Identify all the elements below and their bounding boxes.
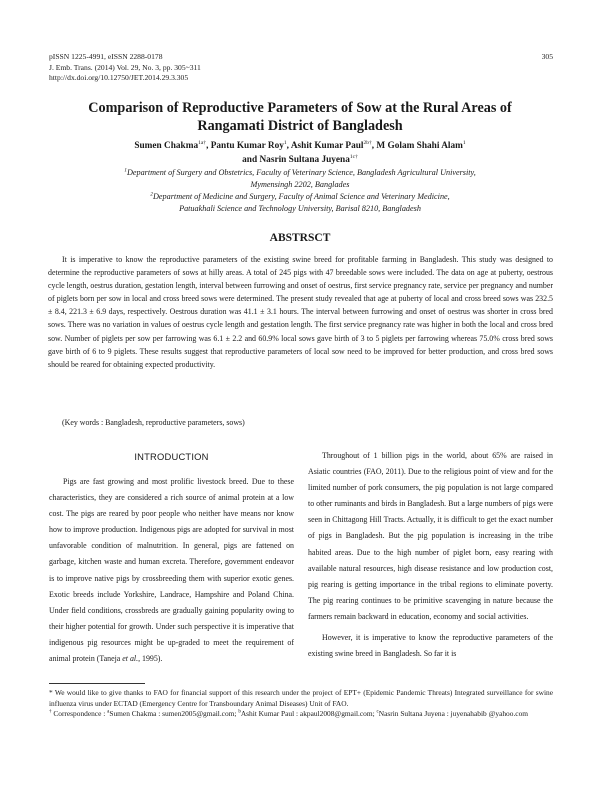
affiliation-2-line-1 [40,191,560,203]
paragraph-text: , 1995). [138,654,163,664]
author-line-1: Sumen Chakma$^{1a\dagger}$, Pantu Kumar Roy$^1$, Ashit Kumar Paul$^{2b\dagger}$, M Golam Shahi Alam$^1$ [134,139,466,151]
doi-link[interactable]: http://dx.doi.org/10.12750/JET.2014.29.3.305 [49,73,189,82]
author-name: Ashit Kumar Paul [290,141,364,151]
issn-line: pISSN 1225-4991, eISSN 2288-0178 [49,52,163,61]
affiliation-2-line-2: Patuakhali Science and Technology University, Barisal 8210, Bangladesh [179,203,421,213]
author-sup: 1c† [349,153,358,160]
right-column [308,448,553,662]
affiliation-1-line-2: Mymensingh 2202, Banglades [250,179,350,189]
dagger-mark: † [49,709,52,715]
contact-sup: b [238,709,241,715]
affiliation-text: Department of Surgery and Obstetrics, Faculty of Veterinary Science, Bangladesh Agricultural University, [126,168,476,177]
affiliation-text: Department of Medicine and Surgery, Faculty of Animal Science and Veterinary Medicine, [153,192,450,201]
affiliation-1 [40,167,560,190]
footnote-divider [49,683,145,684]
et-al: et al. [122,654,139,664]
title-line-1: Comparison of Reproductive Parameters of Sow at the Rural Areas of [88,100,512,116]
author-sup: 1a† [198,139,207,146]
journal-citation: J. Emb. Trans. (2014) Vol. 29, No. 3, pp. 305~311 [49,62,201,72]
author-name: M Golam Shahi Alam [376,141,463,151]
contact-email[interactable]: Sumen Chakma : sumen2005@gmail.com; [109,709,239,718]
author-name: Sumen Chakma [134,141,199,151]
intro-paragraph-3: However, it is imperative to know the reproductive parameters of the existing swine breed in Bangladesh. So far it is [308,633,553,659]
author-sup: 1 [283,139,287,146]
and-word: and [242,155,258,165]
intro-paragraph-1 [49,474,294,667]
page-number: 305 [541,52,553,61]
footnote-correspondence [49,709,553,720]
author-sup: 1 [462,139,466,146]
affiliation-sup: 1 [124,167,127,174]
contact-email[interactable]: Ashit Kumar Paul : akpaul2008@gmail.com; [240,709,377,718]
contact-sup: c [376,709,379,715]
contact-sup: a [107,709,110,715]
author-line-2 [40,153,560,167]
section-heading-introduction: INTRODUCTION [134,451,209,462]
keywords: (Key words : Bangladesh, reproductive parameters, sows) [62,418,245,427]
correspondence-label: Correspondence : [51,709,108,718]
affiliation-1-line-1 [40,167,560,179]
intro-paragraph-2: Throughout of 1 billion pigs in the world, about 65% are raised in Asiatic countries (FAO, 2011). Due to the religious point of view and for the limited number of pork consumers, the pig population is not large compared to other ruminants and birds in Bangladesh. But a large numbers of pigs were seen in Chittagong Hill Tracts. Actually, it is difficult to get the exact number of pigs in Bangladesh. But the pig population is increasing in the tribe habited areas. Due to the high number of piglet born, easy rearing with available natural resources, high disease resistance and low production cost, pig rearing is getting importance in the tribal regions to eliminate poverty. The pig rearing continues to be primitive scavenging in nature because the farmers remain backward in education, economy and social activities. [308,451,553,621]
left-column [49,450,294,667]
paragraph-text: Pigs are fast growing and most prolific livestock breed. Due to these characteristics, they are considered a rich source of animal protein at a low cost. The pigs are reared by poor people who neither have means nor know how to improve production. Indigenous pigs are adopted for survival in most unfavorable condition of malnutrition. In general, pigs are fattened on garbage, kitchen waste and human excreta. Therefore, government endeavor is to improve native pigs by crossbreeding them with superior exotic genes. Exotic breeds include Yorkshire, Landrace, Hampshire and Poland China. Under field conditions, crossbreds are gradually gaining popularity owing to their higher potential for growth. Under such perspective it is imperative that indigenous pig resources might be up-graded to meet the requirement of animal protein (Taneja [49,477,294,664]
affiliation-2 [40,191,560,214]
contact-email[interactable]: Nasrin Sultana Juyena : juyenahabib @yahoo.com [378,709,529,718]
abstract-text: It is imperative to know the reproductive parameters of the existing swine breed for profitable farming in Bangladesh. This study was designed to determine the reproductive parameters of sows at hilly areas. A total of 245 pigs with 47 breedable sows were included. The data on age at puberty, oestrous cycle length, oestrus duration, gestation length, interval between furrowing and onset of oestrus, first service pregnancy rate, service per pregnancy and number of piglets born per sow in local and cross breed sows were determined. The present study revealed that age at puberty of local and cross breed sows was 232.5 ± 8.4, 221.3 ± 6.9 days, respectively. Oestrous duration was 41.1 ± 3.1 hours. The interval between furrowing and onset of oestrus was shorter in cross bred sows. There was no variation in values of oestrus cycle length and gestation length. The first service pregnancy rate was higher in both the local and cross bred sow. Number of piglets per sow per farrowing was 6.1 ± 2.2 and 60.9% local sows gave birth of 3 to 5 piglets per farrowing whereas 75.0% cross bred sows gave birth of 6 to 9 piglets. These results suggest that reproductive parameters of local sow need to be improved for better production, and cross bred sows should be reared for obtaining expected productivity. [48,255,553,369]
author-sup: 2b† [363,139,372,146]
author-list [40,139,560,167]
abstract-heading: ABSTRSCT [269,232,331,244]
journal-header [49,52,553,84]
article-title [40,99,560,135]
author-name: Nasrin Sultana Juyena [259,155,350,165]
footnote-funding: * We would like to give thanks to FAO for financial support of this research under the project of EPT+ (Epidemic Pandemic Threats) Integrated surveillance for swine influenza virus under ECTAD (Emergency Centre for Transboundary Animal Diseases) Unit of FAO. [49,688,553,708]
footnotes [49,688,553,720]
affiliation-sup: 2 [150,191,154,198]
author-name: Pantu Kumar Roy [210,141,284,151]
title-line-2: Rangamati District of Bangladesh [197,118,403,134]
